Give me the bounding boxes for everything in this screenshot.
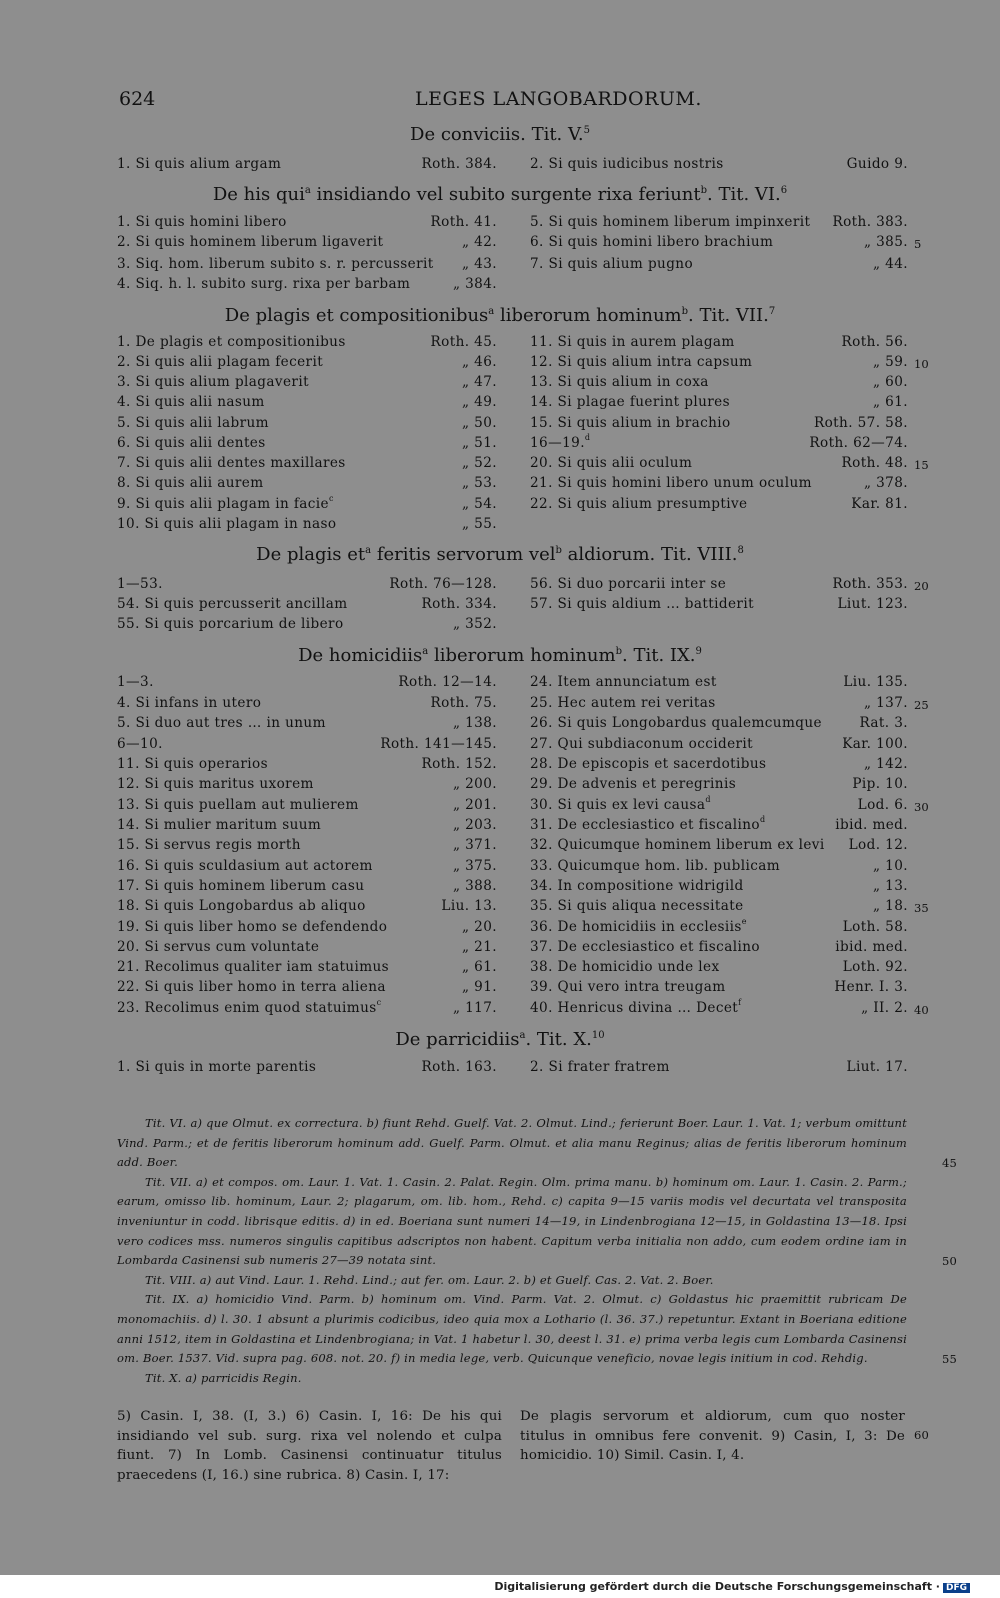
section-title: De his qui$^a$ insidiando vel subito surgente rixa feriunt$^b$. Tit. VI.$^6$ bbox=[212, 184, 788, 205]
register-entry bbox=[530, 372, 908, 392]
register-entry bbox=[117, 254, 497, 274]
entry-reference: „ 46. bbox=[462, 354, 497, 370]
register-entry bbox=[117, 713, 497, 733]
entry-reference: Roth. 163. bbox=[421, 1059, 497, 1075]
entry-text: 1. Si quis homini libero bbox=[117, 214, 287, 230]
entry-reference: „ 142. bbox=[863, 756, 908, 772]
entry-text: 39. Qui vero intra treugam bbox=[530, 979, 726, 995]
entry-reference: ibid. med. bbox=[835, 939, 908, 955]
entry-reference: Liu. 13. bbox=[441, 898, 497, 914]
register-entry bbox=[530, 212, 908, 232]
entry-reference: Roth. 76—128. bbox=[389, 576, 497, 592]
entry-reference: „ 59. bbox=[873, 354, 908, 370]
section-title: De conviciis. Tit. V.$^5$ bbox=[410, 124, 590, 145]
entry-reference: Liu. 135. bbox=[843, 674, 908, 690]
entry-reference: Roth. 62—74. bbox=[809, 435, 908, 451]
entry-text: 16—19.$^d$ bbox=[530, 433, 591, 451]
footer-credit bbox=[494, 1580, 970, 1593]
entry-reference: „ 10. bbox=[873, 858, 908, 874]
entry-reference: „ 18. bbox=[873, 898, 908, 914]
entry-reference: „ 91. bbox=[462, 979, 497, 995]
entry-reference: „ 47. bbox=[462, 374, 497, 390]
entry-text: 11. Si quis in aurem plagam bbox=[530, 334, 735, 350]
register-entry bbox=[117, 413, 497, 433]
entry-text: 4. Si infans in utero bbox=[117, 695, 262, 711]
entry-text: 20. Si servus cum voluntate bbox=[117, 939, 320, 955]
entry-text: 21. Si quis homini libero unum oculum bbox=[530, 475, 812, 491]
entry-reference: „ 138. bbox=[452, 715, 497, 731]
register-entry bbox=[117, 453, 497, 473]
register-entry bbox=[117, 212, 497, 232]
entry-reference: „ 200. bbox=[452, 776, 497, 792]
register-entry bbox=[117, 917, 497, 937]
entry-text: 26. Si quis Longobardus qualemcumque bbox=[530, 715, 822, 731]
entry-reference: Lod. 6. bbox=[857, 797, 908, 813]
section-title: De plagis $et^a$ feritis servorum vel$^b$ aldiorum. Tit. VIII.$^8$ bbox=[256, 544, 744, 565]
entry-reference: „ 43. bbox=[462, 256, 497, 272]
entry-text: 5. Si quis hominem liberum impinxerit bbox=[530, 214, 811, 230]
page-number: 624 bbox=[119, 88, 156, 110]
register-entry bbox=[530, 672, 908, 692]
register-entry bbox=[117, 494, 497, 514]
entry-text: 2. Si quis iudicibus nostris bbox=[530, 156, 724, 172]
entry-reference: Lod. 12. bbox=[848, 837, 908, 853]
margin-line-number: 50 bbox=[942, 1253, 958, 1268]
register-entry bbox=[530, 494, 908, 514]
register-entry bbox=[530, 856, 908, 876]
entry-reference: Roth. 75. bbox=[430, 695, 497, 711]
entry-text: 31. De ecclesiastico et fiscalino$^d$ bbox=[530, 815, 766, 833]
entry-text: 38. De homicidio unde lex bbox=[530, 959, 720, 975]
margin-line-number: 5 bbox=[914, 237, 922, 251]
entry-text: 29. De advenis et peregrinis bbox=[530, 776, 737, 792]
entry-reference: Loth. 92. bbox=[842, 959, 908, 975]
register-entry bbox=[117, 594, 497, 614]
register-entry bbox=[117, 392, 497, 412]
apparatus-note: Tit. VI. a) que Olmut. ex correctura. b) fiunt Rehd. Guelf. Vat. 2. Olmut. Lind.; ferierunt Boer. Laur. 1. Vat. 1; verbum omittunt Vind. Parm.; et de feritis liberorum hominum add. Guelf. Parm. Olmut. et alia manu Reginus; alias de feritis liberorum hominum add. Boer. 45 bbox=[117, 1114, 907, 1173]
entry-reference: Roth. 141—145. bbox=[380, 736, 497, 752]
entry-text: 7. Si quis alii dentes maxillares bbox=[117, 455, 346, 471]
register-entry bbox=[117, 1057, 497, 1077]
margin-line-number: 25 bbox=[914, 698, 929, 712]
entry-reference: „ 384. bbox=[452, 276, 497, 292]
margin-line-number: 15 bbox=[914, 458, 929, 472]
register-entry bbox=[530, 594, 908, 614]
entry-reference: „ 53. bbox=[462, 475, 497, 491]
register-entry bbox=[117, 154, 497, 174]
entry-text: 18. Si quis Longobardus ab aliquo bbox=[117, 898, 366, 914]
entry-reference: „ 201. bbox=[452, 797, 497, 813]
entry-text: 1. De plagis et compositionibus bbox=[117, 334, 346, 350]
register-entry bbox=[117, 232, 497, 252]
margin-line-number: 35 bbox=[914, 901, 929, 915]
entry-text: 5. Si quis alii labrum bbox=[117, 415, 269, 431]
entry-text: 12. Si quis alium intra capsum bbox=[530, 354, 753, 370]
entry-text: 3. Si quis alium plagaverit bbox=[117, 374, 309, 390]
entry-reference: „ 388. bbox=[452, 878, 497, 894]
entry-reference: Liut. 123. bbox=[837, 596, 908, 612]
entry-reference: „ 117. bbox=[452, 1000, 497, 1016]
register-entry bbox=[117, 332, 497, 352]
register-entry bbox=[530, 734, 908, 754]
entry-text: 17. Si quis hominem liberum casu bbox=[117, 878, 365, 894]
register-entry bbox=[530, 774, 908, 794]
entry-text: 56. Si duo porcarii inter se bbox=[530, 576, 727, 592]
entry-reference: Roth. 383. bbox=[832, 214, 908, 230]
entry-reference: „ 21. bbox=[462, 939, 497, 955]
apparatus-note: Tit. IX. a) homicidio Vind. Parm. b) hominum om. Vind. Parm. Vat. 2. Olmut. c) Goldastus hic praemittit rubricam De monomachiis. d) l. 30. 1 absunt a plurimis codicibus, ideo quia mox a Lothario (l. 36. 37.) repetuntur. Extant in Boeriana editione anni 1512, item in Goldastina et Lindenbrogiana; in Vat. 1 habetur l. 30, deest l. 31. e) prima verba legis cum Lombarda Casinensi om. Boer. 1537. Vid. supra pag. 608. not. 20. f) in media lege, verb. Quicunque veneficio, novae legis initium in cod. Rehdig. 55 bbox=[117, 1290, 907, 1368]
entry-text: 22. Si quis alium presumptive bbox=[530, 496, 748, 512]
entry-reference: Roth. 353. bbox=[832, 576, 908, 592]
margin-line-number: 30 bbox=[914, 800, 929, 814]
entry-reference: Liut. 17. bbox=[846, 1059, 908, 1075]
entry-text: 1—3. bbox=[117, 674, 154, 690]
register-entry bbox=[117, 795, 497, 815]
register-entry bbox=[530, 835, 908, 855]
register-entry bbox=[530, 574, 908, 594]
register-entry bbox=[117, 672, 497, 692]
register-entry bbox=[117, 514, 497, 534]
entry-reference: Roth. 56. bbox=[841, 334, 908, 350]
entry-text: 13. Si quis alium in coxa bbox=[530, 374, 709, 390]
entry-reference: „ 49. bbox=[462, 394, 497, 410]
entry-reference: Henr. I. 3. bbox=[834, 979, 908, 995]
running-head: LEGES LANGOBARDORUM. bbox=[415, 88, 702, 110]
entry-text: 12. Si quis maritus uxorem bbox=[117, 776, 314, 792]
margin-line-number: 10 bbox=[914, 357, 929, 371]
entry-reference: Roth. 48. bbox=[841, 455, 908, 471]
entry-text: 9. Si quis alii plagam in facie$^c$ bbox=[117, 494, 334, 512]
register-entry bbox=[530, 937, 908, 957]
entry-text: 14. Si plagae fuerint plures bbox=[530, 394, 730, 410]
register-entry bbox=[530, 1057, 908, 1077]
entry-reference: „ 203. bbox=[452, 817, 497, 833]
entry-text: 1—53. bbox=[117, 576, 163, 592]
entry-reference: „ 20. bbox=[462, 919, 497, 935]
entry-text: 28. De episcopis et sacerdotibus bbox=[530, 756, 767, 772]
apparatus-note: Tit. VIII. a) aut Vind. Laur. 1. Rehd. Lind.; aut fer. om. Laur. 2. b) et Guelf. Cas. 2. Vat. 2. Boer. bbox=[145, 1272, 714, 1287]
entry-reference: „ 44. bbox=[873, 256, 908, 272]
entry-text: 4. Siq. h. l. subito surg. rixa per barbam bbox=[117, 276, 411, 292]
entry-reference: „ 54. bbox=[462, 496, 497, 512]
entry-reference: Roth. 334. bbox=[421, 596, 497, 612]
register-entry bbox=[117, 896, 497, 916]
entry-text: 13. Si quis puellam aut mulierem bbox=[117, 797, 359, 813]
register-entry bbox=[530, 815, 908, 835]
entry-text: 54. Si quis percusserit ancillam bbox=[117, 596, 348, 612]
register-entry bbox=[117, 957, 497, 977]
entry-text: 14. Si mulier maritum suum bbox=[117, 817, 322, 833]
entry-reference: Kar. 81. bbox=[851, 496, 908, 512]
entry-reference: Roth. 45. bbox=[430, 334, 497, 350]
entry-text: 55. Si quis porcarium de libero bbox=[117, 616, 344, 632]
register-entry bbox=[117, 774, 497, 794]
entry-text: 1. Si quis alium argam bbox=[117, 156, 282, 172]
entry-reference: Roth. 384. bbox=[421, 156, 497, 172]
footnote-column-left: 5) Casin. I, 38. (I, 3.) 6) Casin. I, 16: De his qui insidiando vel sub. surg. rixa vel nolendo et culpa fiunt. 7) In Lomb. Casinensi continuatur titulus praecedens (I, 16.) sine rubrica. 8) Casin. I, 17: bbox=[117, 1409, 502, 1483]
entry-text: 16. Si quis sculdasium aut actorem bbox=[117, 858, 373, 874]
register-entry bbox=[530, 352, 908, 372]
register-entry bbox=[530, 896, 908, 916]
register-entry bbox=[530, 795, 908, 815]
entry-reference: Loth. 58. bbox=[842, 919, 908, 935]
entry-text: 1. Si quis in morte parentis bbox=[117, 1059, 317, 1075]
register-entry bbox=[117, 372, 497, 392]
register-entry bbox=[117, 693, 497, 713]
entry-reference: Roth. 41. bbox=[430, 214, 497, 230]
margin-line-number: 60 bbox=[914, 1428, 930, 1442]
entry-text: 2. Si quis alii plagam fecerit bbox=[117, 354, 324, 370]
register-entry bbox=[530, 876, 908, 896]
entry-reference: „ 61. bbox=[873, 394, 908, 410]
register-entry bbox=[530, 413, 908, 433]
entry-reference: „ 52. bbox=[462, 455, 497, 471]
register-entry bbox=[117, 815, 497, 835]
register-entry bbox=[117, 433, 497, 453]
register-entry bbox=[530, 433, 908, 453]
margin-line-number: 40 bbox=[914, 1003, 929, 1017]
register-entry bbox=[530, 957, 908, 977]
section-title: De homicidiis$^a$ liberorum hominum$^b$. Tit. IX.$^9$ bbox=[298, 645, 702, 666]
margin-line-number: 20 bbox=[914, 579, 929, 593]
register-entry bbox=[117, 274, 497, 294]
entry-reference: Pip. 10. bbox=[852, 776, 908, 792]
entry-text: 21. Recolimus qualiter iam statuimus bbox=[117, 959, 390, 975]
register-entry bbox=[530, 154, 908, 174]
register-entry bbox=[117, 352, 497, 372]
entry-text: 11. Si quis operarios bbox=[117, 756, 268, 772]
entry-text: 36. De homicidiis in ecclesiis$^e$ bbox=[530, 917, 747, 935]
register-entry bbox=[530, 254, 908, 274]
entry-text: 30. Si quis ex levi causa$^d$ bbox=[530, 795, 711, 813]
section-title: De parricidiis$^a$. Tit. X.$^{10}$ bbox=[395, 1029, 605, 1050]
register-entry bbox=[117, 734, 497, 754]
entry-text: 2. Si frater fratrem bbox=[530, 1059, 670, 1075]
entry-text: 57. Si quis aldium … battiderit bbox=[530, 596, 754, 612]
entry-text: 15. Si quis alium in brachio bbox=[530, 415, 731, 431]
entry-reference: Kar. 100. bbox=[842, 736, 908, 752]
entry-reference: Guido 9. bbox=[846, 156, 908, 172]
entry-text: 6. Si quis homini libero brachium bbox=[530, 234, 774, 250]
apparatus-note: Tit. VII. a) et compos. om. Laur. 1. Vat. 1. Casin. 2. Palat. Regin. Olm. prima manu. b) hominum om. Laur. 1. Casin. 2. Parm.; earum, omisso lib. hominum, Laur. 2; plagarum, om. lib. hom., Rehd. c) capita 9—15 variis modis vel decurtata vel transposita inveniuntur in codd. librisque editis. d) in ed. Boeriana sunt numeri 14—19, in Lindenbrogiana 12—15, in Goldastina 13—18. Ipsi vero codices mss. numeros singulis capitibus adscriptos non habent. Capitum verba initialia non addo, cum eodem ordine iam in Lombarda Casinensi sub numeris 27—39 notata sint. 50 bbox=[117, 1173, 907, 1271]
entry-reference: „ 50. bbox=[462, 415, 497, 431]
entry-reference: „ 60. bbox=[873, 374, 908, 390]
entry-text: 5. Si duo aut tres … in unum bbox=[117, 715, 326, 731]
entry-reference: Roth. 57. 58. bbox=[813, 415, 908, 431]
critical-apparatus bbox=[117, 1114, 958, 1388]
entry-reference: „ 42. bbox=[462, 234, 497, 250]
entry-text: 32. Quicumque hominem liberum ex levi bbox=[530, 837, 825, 853]
entry-text: 6—10. bbox=[117, 736, 163, 752]
entry-reference: „ 371. bbox=[452, 837, 497, 853]
register-entry bbox=[530, 713, 908, 733]
entry-text: 24. Item annunciatum est bbox=[530, 674, 717, 690]
entry-text: 6. Si quis alii dentes bbox=[117, 435, 266, 451]
entry-reference: Rat. 3. bbox=[859, 715, 908, 731]
entry-text: 27. Qui subdiaconum occiderit bbox=[530, 736, 754, 752]
entry-text: 33. Quicumque hom. lib. publicam bbox=[530, 858, 781, 874]
entry-text: 34. In compositione widrigild bbox=[530, 878, 744, 894]
register-entry bbox=[117, 473, 497, 493]
register-entry bbox=[117, 835, 497, 855]
entry-text: 10. Si quis alii plagam in naso bbox=[117, 516, 337, 532]
entry-text: 20. Si quis alii oculum bbox=[530, 455, 693, 471]
entry-reference: Roth. 152. bbox=[421, 756, 497, 772]
register-entry bbox=[117, 856, 497, 876]
entry-text: 3. Siq. hom. liberum subito s. r. percusserit bbox=[117, 256, 434, 272]
entry-reference: „ 352. bbox=[452, 616, 497, 632]
footer-text: Digitalisierung gefördert durch die Deutsche Forschungsgemeinschaft · bbox=[494, 1580, 940, 1593]
entry-reference: „ 61. bbox=[462, 959, 497, 975]
entry-text: 37. De ecclesiastico et fiscalino bbox=[530, 939, 760, 955]
entry-reference: „ 375. bbox=[452, 858, 497, 874]
dfg-logo: DFG bbox=[943, 1583, 970, 1593]
register-entry bbox=[530, 453, 908, 473]
entry-text: 19. Si quis liber homo se defendendo bbox=[117, 919, 388, 935]
register-entry bbox=[117, 998, 497, 1018]
register-entry bbox=[530, 998, 908, 1018]
entry-text: 4. Si quis alii nasum bbox=[117, 394, 265, 410]
entry-reference: „ 55. bbox=[462, 516, 497, 532]
register-entry bbox=[117, 614, 497, 634]
entry-reference: ibid. med. bbox=[835, 817, 908, 833]
entry-reference: „ II. 2. bbox=[861, 1000, 908, 1016]
footnote-column-right: De plagis servorum et aldiorum, cum quo noster titulus in omnibus fere convenit. 9) Casin, I, 3: De homicidio. 10) Simil. Casin. I, 4. bbox=[520, 1409, 905, 1464]
register-entry bbox=[530, 917, 908, 937]
register-entry bbox=[530, 754, 908, 774]
register-entry bbox=[530, 977, 908, 997]
register-entry bbox=[117, 876, 497, 896]
register-entry bbox=[117, 977, 497, 997]
register-entry bbox=[530, 392, 908, 412]
section-title: De plagis et compositionibus$^a$ liberorum hominum$^b$. Tit. VII.$^7$ bbox=[224, 305, 776, 326]
entry-text: 25. Hec autem rei veritas bbox=[530, 695, 716, 711]
entry-text: 8. Si quis alii aurem bbox=[117, 475, 264, 491]
register-entry bbox=[530, 473, 908, 493]
register-entry bbox=[117, 937, 497, 957]
register-entry bbox=[530, 693, 908, 713]
register-entry bbox=[117, 574, 497, 594]
register-entry bbox=[530, 332, 908, 352]
entry-reference: „ 13. bbox=[873, 878, 908, 894]
entry-text: 35. Si quis aliqua necessitate bbox=[530, 898, 744, 914]
entry-text: 7. Si quis alium pugno bbox=[530, 256, 694, 272]
register-entry bbox=[530, 232, 908, 252]
entry-text: 22. Si quis liber homo in terra aliena bbox=[117, 979, 386, 995]
entry-text: 40. Henricus divina … Decet$^f$ bbox=[530, 998, 742, 1016]
entry-text: 23. Recolimus enim quod statuimus$^c$ bbox=[117, 998, 382, 1016]
entry-reference: „ 51. bbox=[462, 435, 497, 451]
register-entry bbox=[117, 754, 497, 774]
entry-text: 15. Si servus regis morth bbox=[117, 837, 301, 853]
margin-line-number: 45 bbox=[942, 1155, 958, 1170]
entry-reference: „ 385. bbox=[863, 234, 908, 250]
entry-reference: „ 378. bbox=[863, 475, 908, 491]
entry-reference: Roth. 12—14. bbox=[398, 674, 497, 690]
entry-text: 2. Si quis hominem liberum ligaverit bbox=[117, 234, 384, 250]
entry-reference: „ 137. bbox=[863, 695, 908, 711]
apparatus-note: Tit. X. a) parricidis Regin. bbox=[145, 1370, 302, 1385]
margin-line-number: 55 bbox=[942, 1351, 958, 1366]
